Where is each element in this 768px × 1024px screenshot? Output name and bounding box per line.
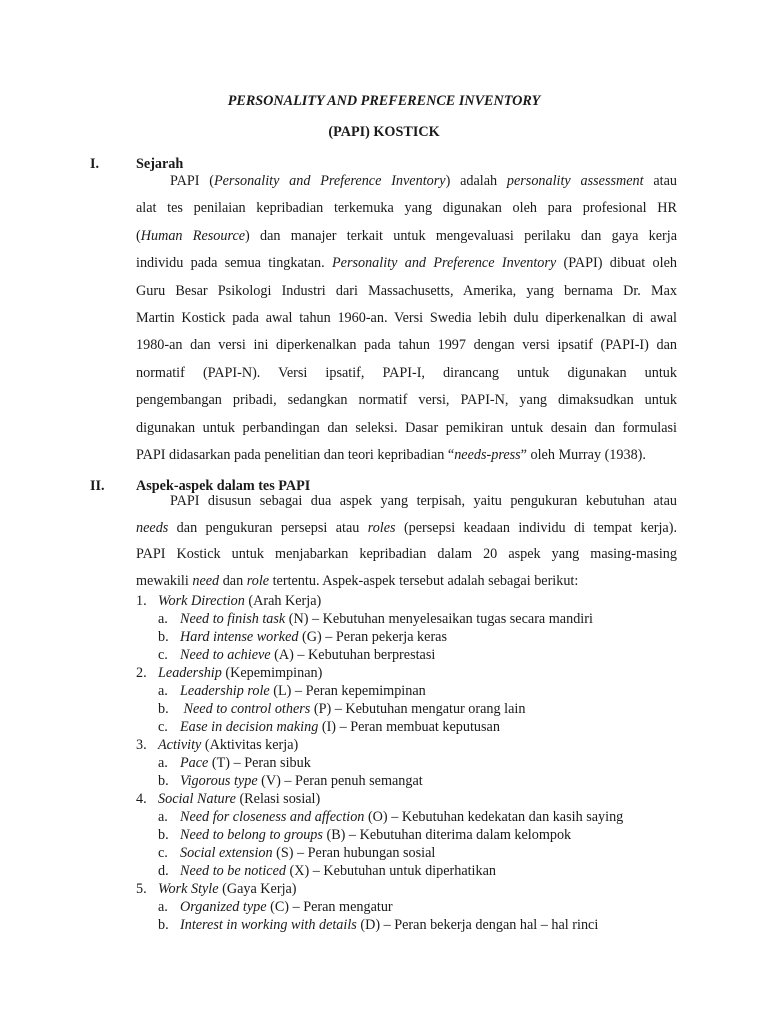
sub-aspect-item	[158, 754, 311, 772]
text-run: PAPI didasarkan pada penelitian dan teori kepribadian “	[136, 447, 455, 463]
sub-aspect-item	[158, 646, 435, 664]
text-run: ” oleh Murray (1938).	[520, 447, 646, 463]
text-run: (	[136, 227, 141, 244]
sub-aspect-description: (G) – Peran pekerja keras	[298, 629, 447, 645]
sub-aspect-item	[158, 718, 500, 736]
sub-aspect-letter: a.	[158, 899, 168, 915]
text-run: digunakan untuk perbandingan dan seleksi. Dasar pemikiran untuk desain dan formulasi	[136, 419, 677, 436]
italic-term: roles	[367, 519, 396, 536]
sub-aspect-item	[158, 862, 496, 880]
sub-aspect-name: Leadership role	[180, 683, 270, 699]
text-run: mewakili	[136, 572, 193, 589]
aspect-number: 2.	[136, 665, 147, 681]
italic-term: needs-press	[454, 447, 521, 463]
aspect-item	[136, 880, 297, 898]
sub-aspect-description: (O) – Kebutuhan kedekatan dan kasih saying	[364, 809, 624, 825]
document-title: PERSONALITY AND PREFERENCE INVENTORY	[227, 93, 541, 109]
sub-aspect-name: Interest in working with details	[180, 917, 357, 933]
italic-term: personality assessment	[506, 173, 644, 189]
aspect-description: (Aktivitas kerja)	[201, 737, 299, 753]
sub-aspect-item	[158, 700, 525, 718]
sub-aspect-name: Need to belong to groups	[180, 827, 323, 843]
aspect-name: Leadership	[158, 665, 222, 681]
sub-aspect-description: (I) – Peran membuat keputusan	[318, 719, 500, 735]
sub-aspect-description: (N) – Kebutuhan menyelesaikan tugas secara mandiri	[285, 611, 593, 627]
italic-term: role	[246, 572, 270, 589]
sub-aspect-description: (L) – Peran kepemimpinan	[269, 683, 426, 699]
text-run: tertentu. Aspek-aspek tersebut adalah sebagai berikut:	[269, 572, 579, 589]
paragraph-line	[136, 308, 677, 328]
paragraph-line	[136, 253, 677, 273]
paragraph-line	[136, 390, 677, 410]
sub-aspect-name: Need for closeness and affection	[180, 809, 365, 825]
text-run: pengembangan pribadi, sedangkan normatif versi, PAPI-N, yang dimaksudkan untuk	[136, 392, 677, 409]
paragraph-line	[136, 491, 677, 511]
aspect-description: (Gaya Kerja)	[218, 881, 297, 897]
text-run: PAPI disusun sebagai dua aspek yang terpisah, yaitu pengukuran kebutuhan atau	[170, 493, 677, 509]
aspect-item	[136, 664, 322, 682]
aspect-name: Social Nature	[158, 791, 236, 807]
text-run: (persepsi keadaan individu di tempat kerja).	[395, 519, 677, 536]
sub-aspect-letter: a.	[158, 755, 168, 771]
sub-aspect-name: Social extension	[180, 845, 273, 861]
sub-aspect-item	[158, 844, 435, 862]
paragraph-line	[136, 335, 677, 355]
sub-aspect-letter: d.	[158, 863, 169, 879]
text-run: dan	[219, 572, 247, 589]
text-run: ) dan manajer terkait untuk mengevaluasi perilaku dan gaya kerja	[245, 227, 677, 244]
paragraph-line	[136, 518, 677, 538]
text-run: alat tes penilaian kepribadian terkemuka yang digunakan oleh para profesional HR	[136, 200, 677, 217]
sub-aspect-item	[158, 628, 447, 646]
sub-aspect-name: Need to achieve	[180, 647, 271, 663]
sub-aspect-letter: a.	[158, 809, 168, 825]
sub-aspect-letter: b.	[158, 701, 169, 717]
sub-aspect-letter: a.	[158, 611, 168, 627]
text-run: 1980-an dan versi ini diperkenalkan pada tahun 1997 dengan versi ipsatif (PAPI-I) dan	[136, 337, 677, 354]
sub-aspect-name: Need to finish task	[180, 611, 286, 627]
sub-aspect-description: (V) – Peran penuh semangat	[257, 773, 423, 789]
sub-aspect-description: (S) – Peran hubungan sosial	[272, 845, 436, 861]
sub-aspect-name: Need to control others	[180, 701, 311, 717]
aspect-item	[136, 736, 298, 754]
sub-aspect-letter: c.	[158, 845, 168, 861]
sub-aspect-letter: b.	[158, 773, 169, 789]
text-run: individu pada semua tingkatan.	[136, 255, 332, 272]
sub-aspect-letter: b.	[158, 629, 169, 645]
section-1-heading: Sejarah	[136, 156, 184, 172]
sub-aspect-letter: a.	[158, 683, 168, 699]
sub-aspect-description: (D) – Peran bekerja dengan hal – hal rinci	[356, 917, 599, 933]
sub-aspect-letter: c.	[158, 647, 168, 663]
sub-aspect-name: Need to be noticed	[180, 863, 286, 879]
aspect-number: 1.	[136, 593, 147, 609]
paragraph-line	[136, 198, 677, 218]
text-run: (PAPI) dibuat oleh	[556, 255, 677, 272]
sub-aspect-item	[158, 772, 423, 790]
paragraph-line	[136, 571, 677, 591]
aspect-description: (Relasi sosial)	[235, 791, 321, 807]
text-run: dan pengukuran persepsi atau	[168, 519, 368, 536]
text-run: Guru Besar Psikologi Industri dari Massachusetts, Amerika, yang bernama Dr. Max	[136, 282, 677, 299]
italic-term: need	[192, 572, 220, 589]
sub-aspect-item	[158, 682, 426, 700]
text-run: normatif (PAPI-N). Versi ipsatif, PAPI-I, dirancang untuk digunakan untuk	[136, 364, 677, 381]
sub-aspect-item	[158, 610, 593, 628]
sub-aspect-name: Ease in decision making	[180, 719, 319, 735]
italic-term: Human Resource	[140, 227, 246, 244]
section-2-number: II.	[90, 478, 105, 494]
sub-aspect-name: Hard intense worked	[180, 629, 299, 645]
sub-aspect-description: (C) – Peran mengatur	[266, 899, 393, 915]
sub-aspect-description: (T) – Peran sibuk	[208, 755, 311, 771]
text-run: atau	[643, 173, 677, 189]
italic-term: needs	[136, 519, 169, 536]
aspect-name: Work Direction	[158, 593, 245, 609]
italic-term: Personality and Preference Inventory	[213, 173, 446, 189]
paragraph-line	[136, 544, 677, 564]
sub-aspect-description: (A) – Kebutuhan berprestasi	[270, 647, 436, 663]
sub-aspect-description: (X) – Kebutuhan untuk diperhatikan	[285, 863, 496, 879]
paragraph-line	[136, 281, 677, 301]
sub-aspect-letter: b.	[158, 917, 169, 933]
aspect-item	[136, 790, 320, 808]
aspect-description: (Kepemimpinan)	[221, 665, 323, 681]
section-2-heading: Aspek-aspek dalam tes PAPI	[136, 478, 311, 494]
sub-aspect-item	[158, 898, 393, 916]
document-subtitle: (PAPI) KOSTICK	[328, 124, 440, 140]
aspect-name: Activity	[158, 737, 202, 753]
sub-aspect-item	[158, 916, 598, 934]
sub-aspect-name: Vigorous type	[180, 773, 258, 789]
paragraph-line	[136, 226, 677, 246]
sub-aspect-description: (P) – Kebutuhan mengatur orang lain	[310, 701, 526, 717]
italic-term: Personality and Preference Inventory	[331, 255, 557, 272]
section-1-number: I.	[90, 156, 100, 172]
sub-aspect-item	[158, 808, 623, 826]
sub-aspect-item	[158, 826, 571, 844]
paragraph-line	[136, 418, 677, 438]
paragraph-line	[136, 445, 677, 465]
aspect-number: 3.	[136, 737, 147, 753]
aspect-item	[136, 592, 321, 610]
aspect-number: 5.	[136, 881, 147, 897]
sub-aspect-name: Pace	[180, 755, 209, 771]
sub-aspect-description: (B) – Kebutuhan diterima dalam kelompok	[322, 827, 572, 843]
paragraph-line	[136, 171, 677, 191]
text-run: PAPI (	[170, 173, 214, 189]
sub-aspect-letter: b.	[158, 827, 169, 843]
aspect-description: (Arah Kerja)	[244, 593, 322, 609]
text-run: Martin Kostick pada awal tahun 1960-an. Versi Swedia lebih dulu diperkenalkan di awal	[136, 310, 677, 326]
sub-aspect-letter: c.	[158, 719, 168, 735]
sub-aspect-name: Organized type	[180, 899, 267, 915]
paragraph-line	[136, 363, 677, 383]
text-run: ) adalah	[445, 173, 507, 189]
text-run: PAPI Kostick untuk menjabarkan kepribadian dalam 20 aspek yang masing-masing	[136, 546, 677, 562]
aspect-name: Work Style	[158, 881, 219, 897]
aspect-number: 4.	[136, 791, 147, 807]
